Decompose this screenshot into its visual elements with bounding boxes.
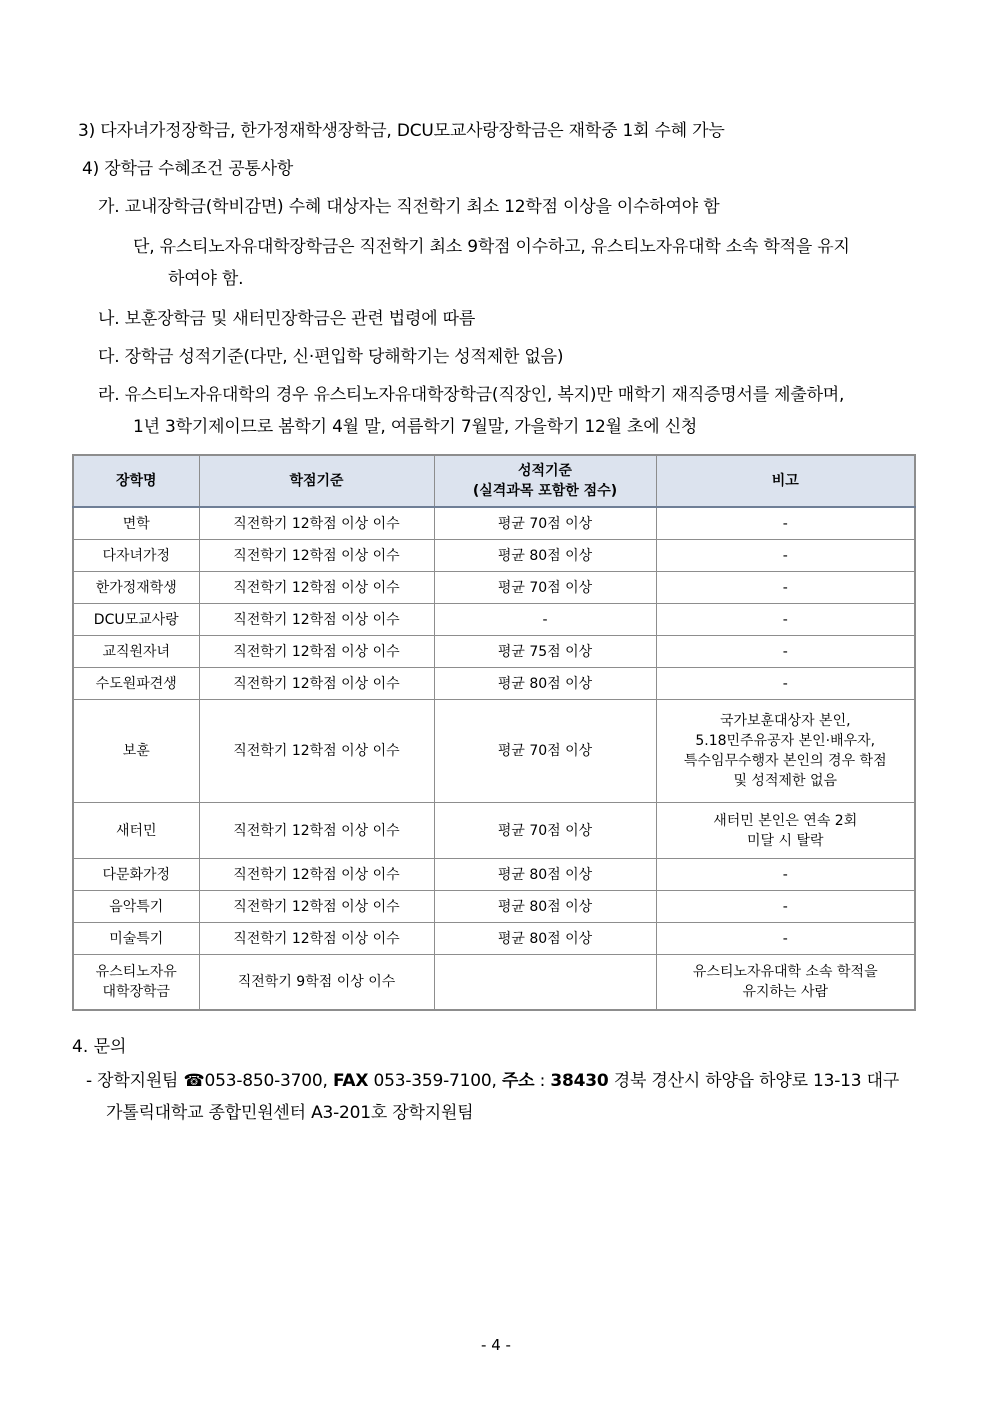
cell-credit: 직전학기 9학점 이상 이수: [199, 955, 434, 1011]
cell-grade: 평균 70점 이상: [434, 803, 656, 859]
scholarship-criteria-table: [72, 454, 916, 1011]
cell-name: DCU모교사랑: [73, 604, 199, 636]
cell-grade: 평균 80점 이상: [434, 668, 656, 700]
cell-name: 교직원자녀: [73, 636, 199, 668]
note-line: 새터민 본인은 연속 2회: [713, 812, 858, 829]
cell-name: 미술특기: [73, 923, 199, 955]
name-line: 유스티노자유: [95, 964, 177, 980]
table-row: [73, 891, 915, 923]
cell-name: 다문화가정: [73, 859, 199, 891]
cell-note: -: [656, 507, 915, 540]
cell-credit: 직전학기 12학점 이상 이수: [199, 803, 434, 859]
fax-number: 053-359-7100,: [373, 1071, 497, 1091]
cell-grade: 평균 80점 이상: [434, 923, 656, 955]
header-grade-line1: 성적기준: [517, 463, 573, 479]
table-row: [73, 604, 915, 636]
cell-credit: 직전학기 12학점 이상 이수: [199, 923, 434, 955]
condition-item-3: 3) 다자녀가정장학금, 한가정재학생장학금, DCU모교사랑장학금은 재학중 1회 수혜 가능: [78, 121, 725, 141]
cell-grade: 평균 80점 이상: [434, 891, 656, 923]
condition-ga-exception-cont: 하여야 함.: [168, 269, 244, 289]
cell-grade: 평균 70점 이상: [434, 507, 656, 540]
table-row: [73, 923, 915, 955]
note-line: 및 성적제한 없음: [733, 773, 838, 789]
page-number: - 4 -: [481, 1336, 511, 1354]
cell-credit: 직전학기 12학점 이상 이수: [199, 700, 434, 803]
inquiry-heading: 4. 문의: [72, 1037, 127, 1057]
cell-note: -: [656, 891, 915, 923]
cell-note: -: [656, 668, 915, 700]
cell-name: 수도원파견생: [73, 668, 199, 700]
cell-note: -: [656, 859, 915, 891]
cell-note: -: [656, 540, 915, 572]
cell-name: 음악특기: [73, 891, 199, 923]
team-name: 장학지원팀: [97, 1071, 179, 1091]
note-line: 5.18민주유공자 본인·배우자,: [695, 733, 876, 749]
fax-label: FAX: [332, 1071, 369, 1091]
note-line: 미달 시 탈락: [746, 832, 824, 849]
note-line: 국가보훈대상자 본인,: [719, 713, 851, 729]
cell-credit: 직전학기 12학점 이상 이수: [199, 668, 434, 700]
cell-note: -: [656, 572, 915, 604]
cell-credit: 직전학기 12학점 이상 이수: [199, 604, 434, 636]
cell-name: 한가정재학생: [73, 572, 199, 604]
note-line: 특수임무수행자 본인의 경우 학점: [683, 753, 887, 769]
cell-grade: 평균 75점 이상: [434, 636, 656, 668]
cell-name: [73, 955, 199, 1011]
dash-bullet: -: [86, 1071, 92, 1091]
table-row: [73, 572, 915, 604]
cell-grade: 평균 70점 이상: [434, 572, 656, 604]
condition-na: 나. 보훈장학금 및 새터민장학금은 관련 법령에 따름: [98, 309, 476, 329]
header-grade-line2: (실격과목 포함한 점수): [472, 483, 618, 499]
cell-note: -: [656, 923, 915, 955]
table-row: [73, 668, 915, 700]
cell-note: [656, 700, 915, 803]
table-row: [73, 859, 915, 891]
cell-grade: [434, 955, 656, 1011]
cell-name: 보훈: [73, 700, 199, 803]
cell-name: 새터민: [73, 803, 199, 859]
cell-credit: 직전학기 12학점 이상 이수: [199, 572, 434, 604]
condition-da: 다. 장학금 성적기준(다만, 신·편입학 당해학기는 성적제한 없음): [98, 347, 564, 367]
address-line2: 가톨릭대학교 종합민원센터 A3-201호 장학지원팀: [106, 1103, 474, 1123]
contact-line: [86, 1066, 899, 1091]
header-credit: 학점기준: [199, 455, 434, 507]
phone-icon: ☎: [183, 1071, 205, 1091]
name-line: 대학장학금: [102, 984, 171, 1000]
header-note: 비고: [656, 455, 915, 507]
address-label: 주소: [501, 1071, 535, 1091]
cell-note: [656, 803, 915, 859]
cell-credit: 직전학기 12학점 이상 이수: [199, 891, 434, 923]
condition-ra-cont: 1년 3학기제이므로 봄학기 4월 말, 여름학기 7월말, 가을학기 12월 초에 신청: [133, 417, 698, 437]
table-row: [73, 700, 915, 803]
table-row: [73, 955, 915, 1011]
cell-note: -: [656, 604, 915, 636]
condition-ga: 가. 교내장학금(학비감면) 수혜 대상자는 직전학기 최소 12학점 이상을 이수하여야 함: [98, 197, 720, 217]
condition-ga-exception: 단, 유스티노자유대학장학금은 직전학기 최소 9학점 이수하고, 유스티노자유대학 소속 학적을 유지: [133, 237, 850, 257]
address-line1: 경북 경산시 하양읍 하양로 13-13 대구: [613, 1071, 900, 1091]
table-row: [73, 540, 915, 572]
table-row: [73, 803, 915, 859]
cell-grade: 평균 80점 이상: [434, 540, 656, 572]
table-row: [73, 636, 915, 668]
header-name: 장학명: [73, 455, 199, 507]
header-grade: [434, 455, 656, 507]
note-line: 유스티노자유대학 소속 학적을: [692, 964, 878, 980]
cell-grade: 평균 80점 이상: [434, 859, 656, 891]
cell-credit: 직전학기 12학점 이상 이수: [199, 859, 434, 891]
cell-note: -: [656, 636, 915, 668]
phone-number: 053-850-3700,: [204, 1071, 328, 1091]
postcode: 38430: [550, 1071, 609, 1091]
cell-name: 다자녀가정: [73, 540, 199, 572]
section-common-conditions: 4) 장학금 수혜조건 공통사항: [82, 159, 294, 179]
address-separator: :: [539, 1071, 546, 1091]
note-line: 유지하는 사람: [742, 984, 829, 1000]
cell-credit: 직전학기 12학점 이상 이수: [199, 540, 434, 572]
cell-name: 면학: [73, 507, 199, 540]
cell-grade: 평균 70점 이상: [434, 700, 656, 803]
cell-note: [656, 955, 915, 1011]
cell-credit: 직전학기 12학점 이상 이수: [199, 636, 434, 668]
table-row: [73, 507, 915, 540]
cell-credit: 직전학기 12학점 이상 이수: [199, 507, 434, 540]
condition-ra: 라. 유스티노자유대학의 경우 유스티노자유대학장학금(직장인, 복지)만 매학기 재직증명서를 제출하며,: [98, 385, 845, 405]
cell-grade: -: [434, 604, 656, 636]
